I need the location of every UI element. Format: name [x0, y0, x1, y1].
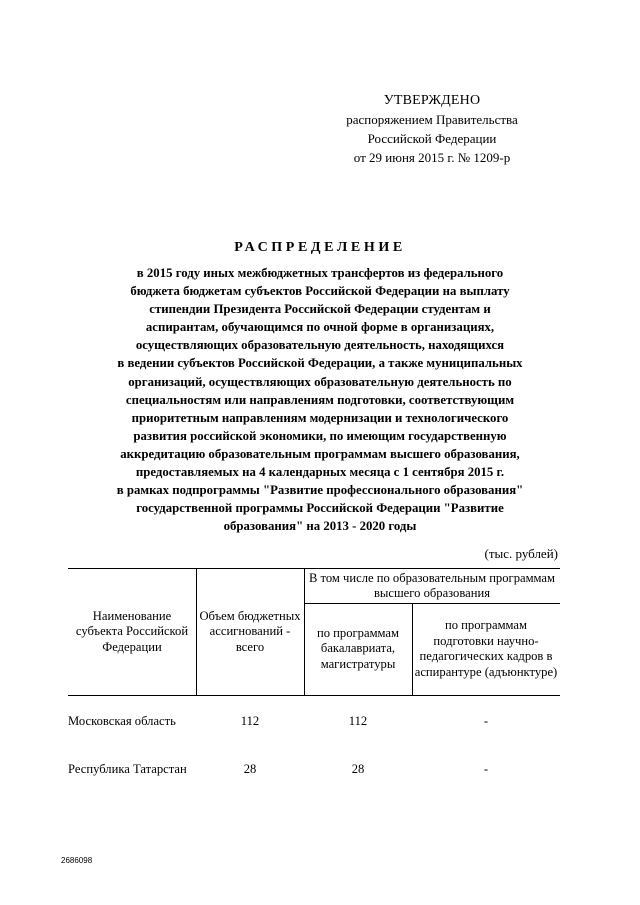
region-name: Московская область: [68, 714, 176, 728]
subtitle-line: бюджета бюджетам субъектов Российской Федерации на выплату: [130, 284, 510, 299]
subtitle-line: аккредитацию образовательным программам высшего образования,: [120, 446, 520, 461]
document-code: 2686098: [61, 856, 93, 865]
document-subtitle: [60, 264, 580, 535]
approval-title: УТВЕРЖДЕНО: [383, 93, 481, 108]
table-row: [68, 762, 560, 792]
subtitle-line: государственной программы Российской Федерации "Развитие: [136, 501, 504, 516]
bachelor-value: 112: [348, 714, 368, 728]
subtitle-line: предоставляемых на 4 календарных месяца с 1 сентября 2015 г.: [135, 465, 505, 480]
document-heading: РАСПРЕДЕЛЕНИЕ: [234, 240, 406, 255]
subtitle-line: специальностям или направлениям подготовки, соответствующим: [125, 392, 515, 407]
subtitle-line: организаций, осуществляющих образовательную деятельность по: [128, 374, 512, 389]
distribution-table: [68, 568, 560, 792]
subtitle-line: в 2015 году иных межбюджетных трансфертов из федерального: [136, 266, 504, 280]
subtitle-line: образования" на 2013 - 2020 годы: [223, 519, 417, 534]
header-bachelor: по программам бакалавриата, магистратуры: [317, 625, 399, 671]
subtitle-line: стипендии Президента Российской Федерации студентам и: [149, 302, 491, 317]
document-heading-block: [60, 240, 580, 535]
subtitle-line: в рамках подпрограммы "Развитие профессионального образования": [116, 483, 524, 498]
table-header: [68, 568, 560, 696]
bachelor-value: 28: [351, 762, 365, 776]
subtitle-line: осуществляющих образовательную деятельность, находящихся: [135, 338, 505, 353]
total-value: 28: [243, 762, 257, 776]
header-postgrad: по программам подготовки научно-педагогических кадров в аспирантуре (адъюнктуре): [414, 618, 558, 679]
subtitle-line: развития российской экономики, по имеющим государственную: [133, 428, 507, 443]
table-row: [68, 714, 560, 744]
postgrad-value: -: [483, 762, 489, 776]
postgrad-value: -: [483, 714, 489, 728]
header-name: Наименование субъекта Российской Федерации: [75, 608, 189, 654]
header-total: Объем бюджетных ассигнований - всего: [199, 608, 301, 654]
header-group: В том числе по образовательным программам высшего образования: [308, 570, 555, 600]
total-value: 112: [240, 714, 260, 728]
approval-stamp: [312, 91, 552, 167]
approval-line-3: от 29 июня 2015 г. № 1209-р: [353, 150, 511, 165]
units-label: (тыс. рублей): [484, 546, 558, 561]
approval-line-1: распоряжением Правительства: [346, 112, 518, 127]
subtitle-line: в ведении субъектов Российской Федерации, а также муниципальных: [117, 356, 523, 371]
region-name: Республика Татарстан: [68, 762, 187, 776]
subtitle-line: приоритетным направлениям модернизации и технологического: [131, 410, 509, 425]
approval-line-2: Российской Федерации: [367, 131, 497, 146]
subtitle-line: аспирантам, обучающимся по очной форме в организациях,: [145, 320, 495, 335]
